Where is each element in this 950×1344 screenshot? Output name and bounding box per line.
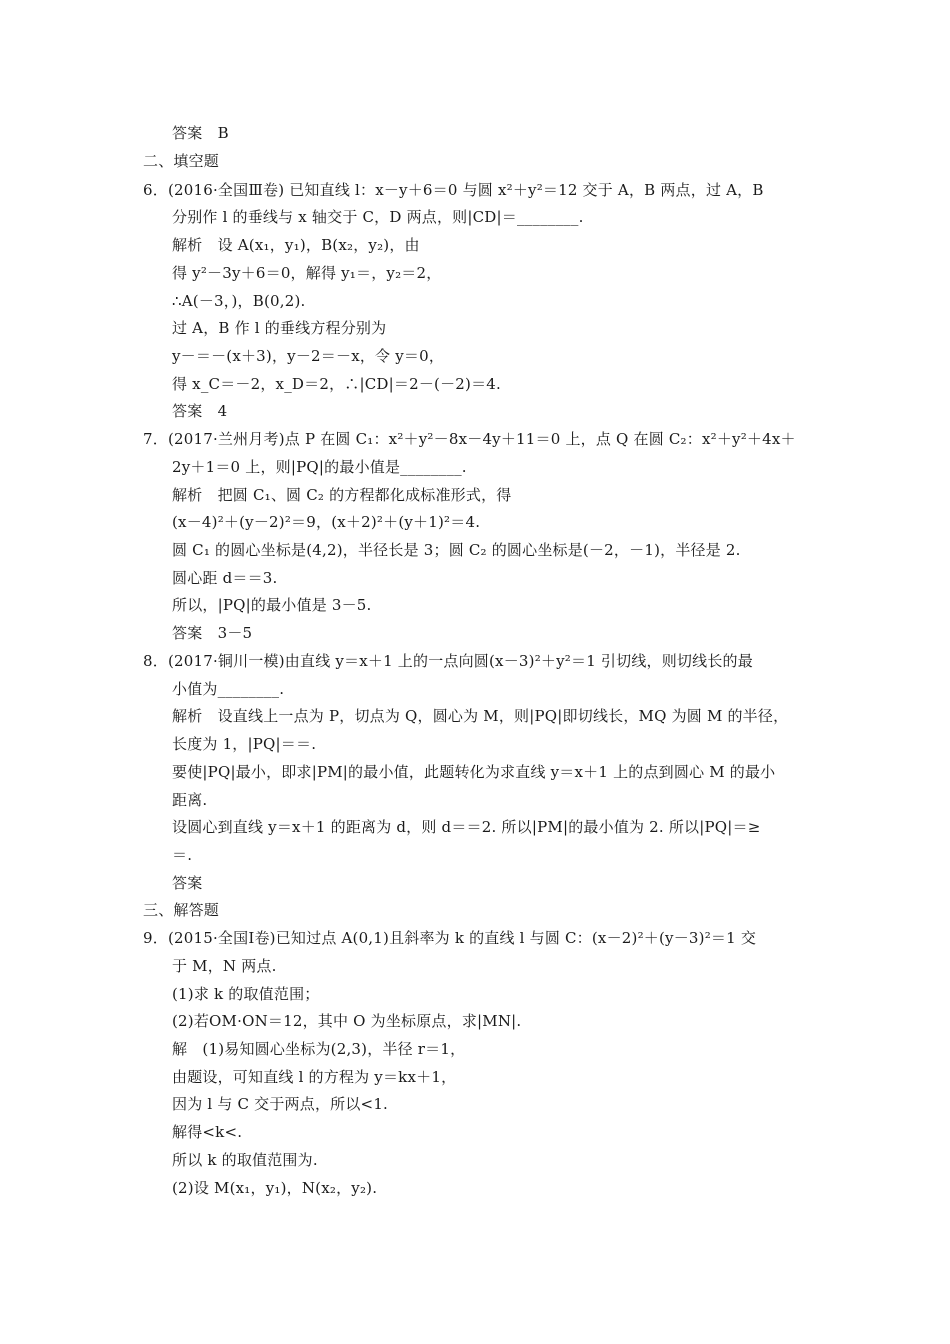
question-6-stem-cont: 分别作 l 的垂线与 x 轴交于 C，D 两点，则|CD|＝________. — [172, 208, 584, 226]
question-8-stem: 8．(2017·铜川一模)由直线 y＝x＋1 上的一点向圆(x－3)²＋y²＝1 引切线，则切线长的最 — [143, 652, 753, 670]
solution-line: 由题设，可知直线 l 的方程为 y＝kx＋1， — [172, 1068, 457, 1086]
analysis-line: 解析 设 A(x₁，y₁)，B(x₂，y₂)，由 — [172, 236, 420, 254]
question-7-stem: 7．(2017·兰州月考)点 P 在圆 C₁：x²＋y²－8x－4y＋11＝0 上，点 Q 在圆 C₂：x²＋y²＋4x＋ — [143, 430, 796, 448]
question-6-stem: 6．(2016·全国Ⅲ卷) 已知直线 l：x－y＋6＝0 与圆 x²＋y²＝12 交于 A，B 两点，过 A，B — [143, 181, 764, 199]
analysis-line: 解析 设直线上一点为 P，切点为 Q，圆心为 M，则|PQ|即切线长，MQ 为圆 M 的半径， — [172, 707, 789, 725]
analysis-line: 得 x_C＝－2，x_D＝2，∴|CD|＝2－(－2)＝4. — [172, 375, 501, 393]
analysis-line: 距离. — [172, 791, 208, 809]
analysis-line: 设圆心到直线 y＝x＋1 的距离为 d，则 d＝＝2. 所以|PM|的最小值为 2. 所以|PQ|＝≥ — [172, 818, 761, 836]
analysis-line: 圆心距 d＝＝3. — [172, 569, 278, 587]
analysis-line: (x－4)²＋(y－2)²＝9，(x＋2)²＋(y＋1)²＝4. — [172, 513, 481, 531]
answer-line: 答案 4 — [172, 402, 228, 420]
answer-line: 答案 B — [172, 124, 229, 142]
question-9-part-2: (2)若OM·ON＝12，其中 O 为坐标原点，求|MN|. — [172, 1012, 522, 1030]
analysis-line: 要使|PQ|最小，即求|PM|的最小值，此题转化为求直线 y＝x＋1 上的点到圆心 M 的最小 — [172, 763, 776, 781]
analysis-line: ＝. — [172, 846, 193, 864]
question-8-stem-cont: 小值为________. — [172, 680, 285, 698]
answer-line: 答案 3－5 — [172, 624, 253, 642]
question-9-stem: 9．(2015·全国Ⅰ卷)已知过点 A(0,1)且斜率为 k 的直线 l 与圆 C：(x－2)²＋(y－3)²＝1 交 — [143, 929, 757, 947]
solution-line: 因为 l 与 C 交于两点，所以<1. — [172, 1095, 389, 1113]
solution-line: 解 (1)易知圆心坐标为(2,3)，半径 r＝1， — [172, 1040, 466, 1058]
analysis-line: y－＝－(x＋3)，y－2＝－x，令 y＝0， — [172, 347, 445, 365]
section-heading-fill-blank: 二、填空题 — [143, 152, 220, 170]
analysis-line: 所以，|PQ|的最小值是 3－5. — [172, 596, 372, 614]
analysis-line: 解析 把圆 C₁、圆 C₂ 的方程都化成标准形式，得 — [172, 486, 512, 504]
analysis-line: 过 A，B 作 l 的垂线方程分别为 — [172, 319, 387, 337]
answer-line: 答案 — [172, 874, 203, 892]
analysis-line: 得 y²－3y＋6＝0，解得 y₁＝，y₂＝2， — [172, 264, 442, 282]
question-9-stem-cont: 于 M，N 两点. — [172, 957, 277, 975]
solution-line: 所以 k 的取值范围为. — [172, 1151, 318, 1169]
question-7-stem-cont: 2y＋1＝0 上，则|PQ|的最小值是________. — [172, 458, 467, 476]
solution-line: 解得<k<. — [172, 1123, 243, 1141]
analysis-line: 圆 C₁ 的圆心坐标是(4,2)，半径长是 3；圆 C₂ 的圆心坐标是(－2，－1)，半径是 2. — [172, 541, 741, 559]
analysis-line: 长度为 1，|PQ|＝＝. — [172, 735, 317, 753]
solution-line: (2)设 M(x₁，y₁)，N(x₂，y₂). — [172, 1179, 378, 1197]
analysis-line: ∴A(－3，)，B(0,2). — [172, 292, 306, 310]
question-9-part-1: (1)求 k 的取值范围； — [172, 985, 320, 1003]
section-heading-solve: 三、解答题 — [143, 901, 220, 919]
